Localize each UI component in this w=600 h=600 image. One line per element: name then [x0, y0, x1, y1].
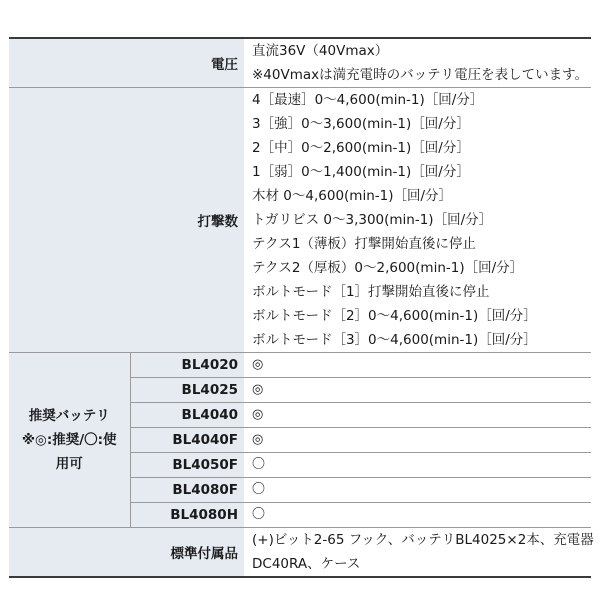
- voltage-label: 電圧: [9, 38, 244, 88]
- voltage-line: 直流36V（40Vmax）: [252, 43, 389, 59]
- battery-mark: ◎: [244, 403, 591, 428]
- impact-rate-line: 1［弱］0～1,400(min-1)［回/分］: [252, 164, 470, 180]
- battery-mark: ◎: [244, 378, 591, 403]
- accessories-row: [9, 528, 591, 578]
- battery-mark: ◎: [244, 353, 591, 378]
- impact-rate-line: テクス1（薄板）打撃開始直後に停止: [252, 236, 476, 252]
- battery-mark: ◎: [244, 428, 591, 453]
- impact-rate-line: 4［最速］0～4,600(min-1)［回/分］: [252, 92, 484, 108]
- impact-rate-line: テクス2（厚板）0～2,600(min-1)［回/分］: [252, 260, 524, 276]
- impact-rate-line: ボルトモード［2］0～4,600(min-1)［回/分］: [252, 308, 537, 324]
- voltage-value: [244, 38, 591, 88]
- battery-row: [9, 353, 591, 378]
- accessories-line: (+)ビット2-65 フック、バッテリBL4025×2本、充電器: [252, 532, 594, 548]
- impact-rate-row: [9, 88, 591, 353]
- battery-model: BL4040F: [130, 428, 244, 453]
- battery-mark: 〇: [244, 478, 591, 503]
- battery-label: 推奨バッテリ: [28, 408, 110, 424]
- battery-group-label: [9, 353, 130, 528]
- battery-legend-cont: 用可: [55, 456, 83, 472]
- accessories-line: DC40RA、ケース: [252, 556, 361, 572]
- impact-rate-line: トガリビス 0～3,300(min-1)［回/分］: [252, 212, 493, 228]
- battery-mark: 〇: [244, 503, 591, 528]
- battery-model: BL4080F: [130, 478, 244, 503]
- impact-rate-line: 2［中］0～2,600(min-1)［回/分］: [252, 140, 470, 156]
- voltage-note: ※40Vmaxは満充電時のバッテリ電圧を表しています。: [252, 67, 589, 83]
- impact-rate-line: ボルトモード［3］0～4,600(min-1)［回/分］: [252, 332, 537, 348]
- voltage-row: [9, 38, 591, 88]
- battery-model: BL4040: [130, 403, 244, 428]
- impact-rate-value: [244, 88, 591, 353]
- impact-rate-line: 木材 0～4,600(min-1)［回/分］: [252, 188, 453, 204]
- impact-rate-label: 打撃数: [9, 88, 244, 353]
- accessories-label: 標準付属品: [9, 528, 244, 578]
- battery-model: BL4050F: [130, 453, 244, 478]
- impact-rate-line: 3［強］0～3,600(min-1)［回/分］: [252, 116, 470, 132]
- battery-model: BL4020: [130, 353, 244, 378]
- battery-legend: ※◎:推奨/〇:使: [21, 432, 117, 448]
- battery-model: BL4080H: [130, 503, 244, 528]
- battery-model: BL4025: [130, 378, 244, 403]
- battery-mark: 〇: [244, 453, 591, 478]
- spec-table: [9, 37, 594, 578]
- accessories-value: [244, 528, 594, 578]
- impact-rate-line: ボルトモード［1］打撃開始直後に停止: [252, 284, 490, 300]
